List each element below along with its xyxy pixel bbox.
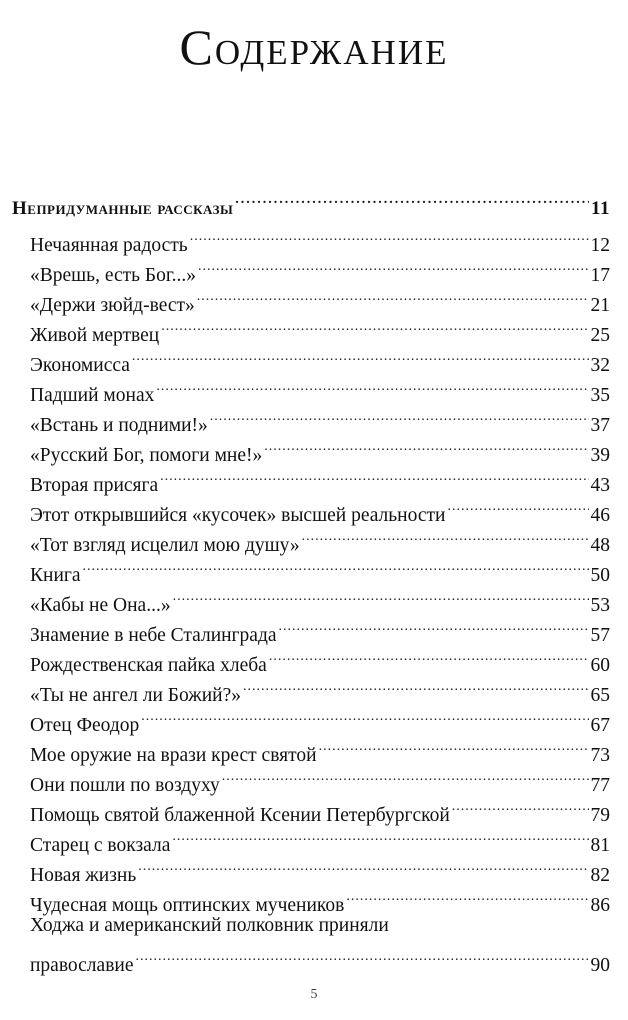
page-number: 79	[590, 805, 610, 826]
dot-leader	[141, 701, 588, 731]
entry-label: Книга	[30, 565, 81, 586]
page-number: 17	[590, 265, 610, 286]
dot-leader	[235, 184, 589, 214]
toc-entry[interactable]	[30, 671, 610, 706]
page-number: 57	[590, 625, 610, 646]
page-number: 32	[590, 355, 610, 376]
toc-entry[interactable]	[30, 371, 610, 406]
toc-entry[interactable]	[30, 611, 610, 646]
toc-entry[interactable]	[30, 221, 610, 256]
entry-label-line2: православие	[30, 955, 134, 976]
page-number: 37	[590, 415, 610, 436]
entry-label: Старец с вокзала	[30, 835, 171, 856]
entry-label: Они пошли по воздуху	[30, 775, 220, 796]
page-number: 12	[590, 235, 610, 256]
page-number: 39	[590, 445, 610, 466]
toc-entry[interactable]	[30, 491, 610, 526]
entry-label: Новая жизнь	[30, 865, 137, 886]
dot-leader	[319, 731, 589, 761]
dot-leader	[161, 311, 588, 341]
dot-leader	[447, 491, 588, 521]
dot-leader	[269, 641, 589, 671]
page-number: 81	[590, 835, 610, 856]
toc-entry[interactable]	[30, 401, 610, 436]
toc-entry[interactable]	[30, 281, 610, 316]
dot-leader	[264, 431, 588, 461]
toc-entry[interactable]	[30, 431, 610, 466]
entry-label: «Тот взгляд исцелил мою душу»	[30, 535, 300, 556]
entry-line2	[30, 941, 610, 976]
dot-leader	[156, 371, 588, 401]
dot-leader	[222, 761, 589, 791]
toc-entry[interactable]	[30, 521, 610, 556]
entry-label: «Держи зюйд-вест»	[30, 295, 195, 316]
toc-entry[interactable]	[30, 761, 610, 796]
page-folio: 5	[310, 987, 318, 1002]
toc-entry[interactable]	[30, 311, 610, 346]
entry-label-line1: Ходжа и американский полковник приняли	[30, 915, 389, 936]
toc-entry[interactable]	[30, 791, 610, 826]
page-number: 46	[590, 505, 610, 526]
toc-entry[interactable]	[30, 851, 610, 886]
page-number: 86	[590, 895, 610, 916]
toc-section-heading[interactable]	[12, 184, 610, 219]
section-label: Непридуманные рассказы	[12, 198, 234, 219]
toc-entry[interactable]	[30, 731, 610, 766]
toc-entry-multiline[interactable]	[30, 911, 610, 976]
toc-entry[interactable]	[30, 341, 610, 376]
dot-leader	[198, 251, 588, 281]
entry-label: «Встань и подними!»	[30, 415, 208, 436]
dot-leader	[452, 791, 589, 821]
entry-label: Падший монах	[30, 385, 155, 406]
toc-entry[interactable]	[30, 251, 610, 286]
toc-entry[interactable]	[30, 551, 610, 586]
dot-leader	[197, 281, 589, 311]
dot-leader	[210, 401, 589, 431]
toc-entry[interactable]	[30, 701, 610, 736]
dot-leader	[172, 821, 588, 851]
page-number: 60	[590, 655, 610, 676]
entry-label: Чудесная мощь оптинских мучеников	[30, 895, 345, 916]
page-number: 53	[590, 595, 610, 616]
entry-label: Живой мертвец	[30, 325, 160, 346]
page-title: Содержание	[179, 19, 449, 75]
dot-leader	[138, 851, 588, 881]
page-number: 50	[590, 565, 610, 586]
page-number: 25	[590, 325, 610, 346]
entry-label: «Русский Бог, помоги мне!»	[30, 445, 263, 466]
dot-leader	[302, 521, 589, 551]
entry-label: Нечаянная радость	[30, 235, 188, 256]
entry-label: Отец Феодор	[30, 715, 140, 736]
entry-label: Помощь святой блаженной Ксении Петербургской	[30, 805, 450, 826]
entry-label: Знамение в небе Сталинграда	[30, 625, 277, 646]
page-number: 73	[590, 745, 610, 766]
entry-label: «Кабы не Она...»	[30, 595, 171, 616]
entry-label: Рождественская пайка хлеба	[30, 655, 267, 676]
page-number: 11	[591, 198, 610, 219]
entry-label: Этот открывшийся «кусочек» высшей реальности	[30, 505, 446, 526]
entry-label: Вторая присяга	[30, 475, 159, 496]
page-number: 48	[590, 535, 610, 556]
dot-leader	[346, 881, 588, 911]
entry-label: Экономисса	[30, 355, 130, 376]
page-number: 67	[590, 715, 610, 736]
page-number: 35	[590, 385, 610, 406]
toc-entry[interactable]	[30, 821, 610, 856]
entry-label: «Врешь, есть Бог...»	[30, 265, 197, 286]
page-number: 65	[590, 685, 610, 706]
page-number: 21	[590, 295, 610, 316]
dot-leader	[83, 551, 589, 581]
dot-leader	[279, 611, 589, 641]
page-number: 77	[590, 775, 610, 796]
dot-leader	[190, 221, 589, 251]
entry-label: Мое оружие на врази крест святой	[30, 745, 317, 766]
page-number: 82	[590, 865, 610, 886]
toc-entry[interactable]	[30, 641, 610, 676]
toc-entry[interactable]	[30, 881, 610, 916]
dot-leader	[173, 581, 589, 611]
page-number: 43	[590, 475, 610, 496]
dot-leader	[132, 341, 589, 371]
dot-leader	[160, 461, 588, 491]
toc-entry[interactable]	[30, 461, 610, 496]
dot-leader	[136, 941, 589, 971]
toc-entry[interactable]	[30, 581, 610, 616]
page-number: 90	[590, 955, 610, 976]
dot-leader	[243, 671, 589, 701]
entry-label: «Ты не ангел ли Божий?»	[30, 685, 241, 706]
